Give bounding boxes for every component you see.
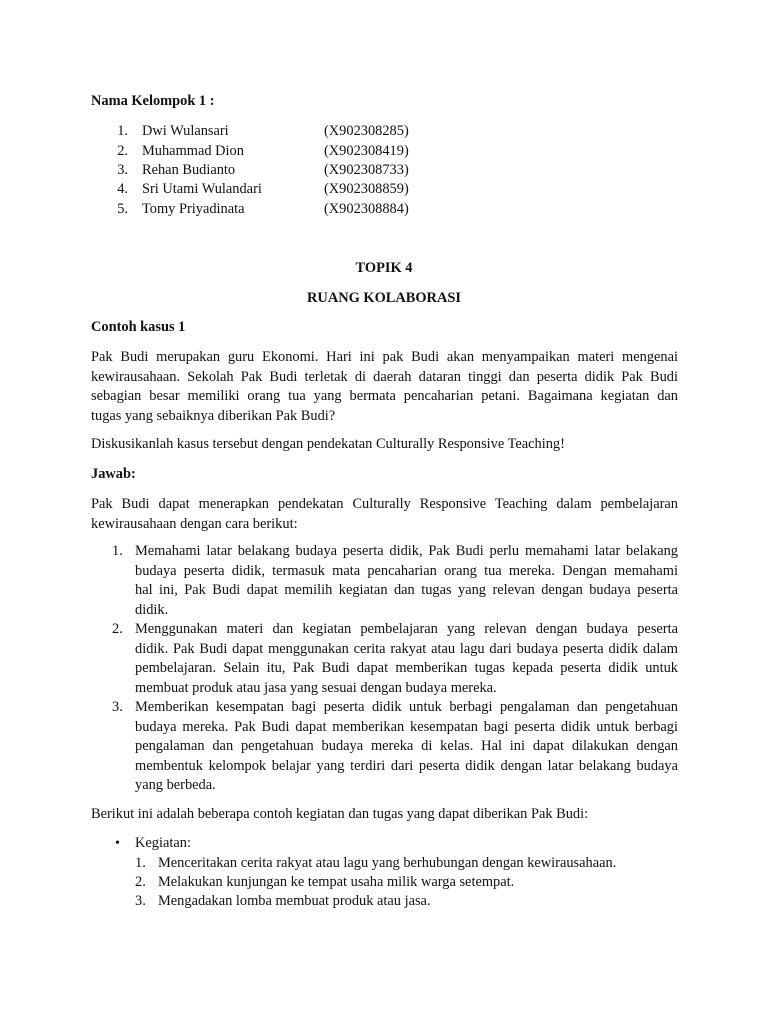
step-text [135,542,678,620]
activity-number: 3. [135,893,146,909]
examples-intro: Berikut ini adalah beberapa contoh kegiatan dan tugas yang dapat diberikan Pak Budi: [91,806,589,822]
activity-number: 2. [135,874,146,890]
member-number: 2. [117,143,128,159]
member-row [98,122,598,141]
step-line: hal ini, Pak Budi dapat memilih kegiatan dan tugas yang relevan dengan budaya peserta [135,582,678,598]
case-line: Pak Budi merupakan guru Ekonomi. Hari ini pak Budi akan menyampaikan materi mengenai [91,349,678,365]
step-number: 2. [112,621,123,637]
member-row [98,180,598,199]
case-line: kewirausahaan. Sekolah Pak Budi terletak di daerah dataran tinggi dan peserta didik Pak Budi [91,368,678,385]
step-text [135,620,678,698]
answer-intro-line: Pak Budi dapat menerapkan pendekatan Culturally Responsive Teaching dalam pembelajaran [91,496,678,512]
member-row [98,161,598,180]
case-paragraph [91,348,678,426]
member-id: (X902308285) [324,123,409,139]
member-number: 3. [117,162,128,178]
activity-number: 1. [135,855,146,871]
step-line: pembelajaran. Selain itu, Pak Budi dapat memberikan tugas kepada peserta didik untuk [135,660,678,676]
case-heading: Contoh kasus 1 [91,319,186,335]
member-id: (X902308859) [324,181,409,197]
member-number: 5. [117,201,128,217]
step-line: Menggunakan materi dan kegiatan pembelajaran yang relevan dengan budaya peserta [135,621,678,637]
step-line: budaya mereka. Pak Budi dapat memberikan kesempatan bagi peserta didik untuk berbagi [135,718,678,735]
step-number: 3. [112,699,123,715]
bullet-icon: • [115,836,120,851]
member-row [98,142,598,161]
member-id: (X902308884) [324,201,409,217]
activity-text: Melakukan kunjungan ke tempat usaha milik warga setempat. [158,874,515,890]
step-text [135,698,678,796]
step-line: membentuk kelompok belajar yang terdiri dari peserta didik dengan latar belakang budaya [135,757,678,774]
group-heading: Nama Kelompok 1 : [91,93,215,109]
step-line: Memahami latar belakang budaya peserta didik, Pak Budi perlu memahami latar belakang [135,543,678,559]
instruction-text: Diskusikanlah kasus tersebut dengan pendekatan Culturally Responsive Teaching! [91,436,565,452]
step-line: membuat produk atau jasa yang sesuai dengan budaya mereka. [135,679,497,696]
answer-intro [91,495,678,534]
step-number: 1. [112,543,123,559]
activities-label: Kegiatan: [135,835,191,851]
step-line: yang berbeda. [135,777,216,793]
member-name: Dwi Wulansari [142,123,229,139]
activity-text: Menceritakan cerita rakyat atau lagu yang berhubungan dengan kewirausahaan. [158,855,617,871]
member-name: Sri Utami Wulandari [142,181,262,197]
member-id: (X902308733) [324,162,409,178]
page-subtitle: RUANG KOLABORASI [307,290,461,306]
member-row [98,200,598,219]
step-line: didik. [135,601,169,618]
member-name: Tomy Priyadinata [142,201,245,217]
step-line: pengalaman dan pengetahuan budaya mereka di kelas. Hal ini dapat dilakukan dengan [135,738,678,754]
member-number: 4. [117,181,128,197]
answer-intro-line: kewirausahaan dengan cara berikut: [91,515,298,532]
member-name: Muhammad Dion [142,143,244,159]
activity-text: Mengadakan lomba membuat produk atau jasa. [158,893,431,909]
topic-title: TOPIK 4 [355,260,413,276]
member-number: 1. [117,123,128,139]
case-line: sebagian besar memiliki orang tua yang bermata pencaharian petani. Bagaimana kegiatan dan [91,388,678,404]
answer-heading: Jawab: [91,466,136,482]
step-line: didik. Pak Budi dapat menggunakan cerita rakyat atau lagu dari budaya peserta didik dalam [135,640,678,657]
step-line: budaya peserta didik, termasuk mata pencaharian orang tua mereka. Dengan memahami [135,562,678,579]
member-id: (X902308419) [324,143,409,159]
step-line: Memberikan kesempatan bagi peserta didik untuk berbagi pengalaman dan pengetahuan [135,699,678,715]
case-line: tugas yang sebaiknya diberikan Pak Budi? [91,407,336,424]
member-name: Rehan Budianto [142,162,236,178]
